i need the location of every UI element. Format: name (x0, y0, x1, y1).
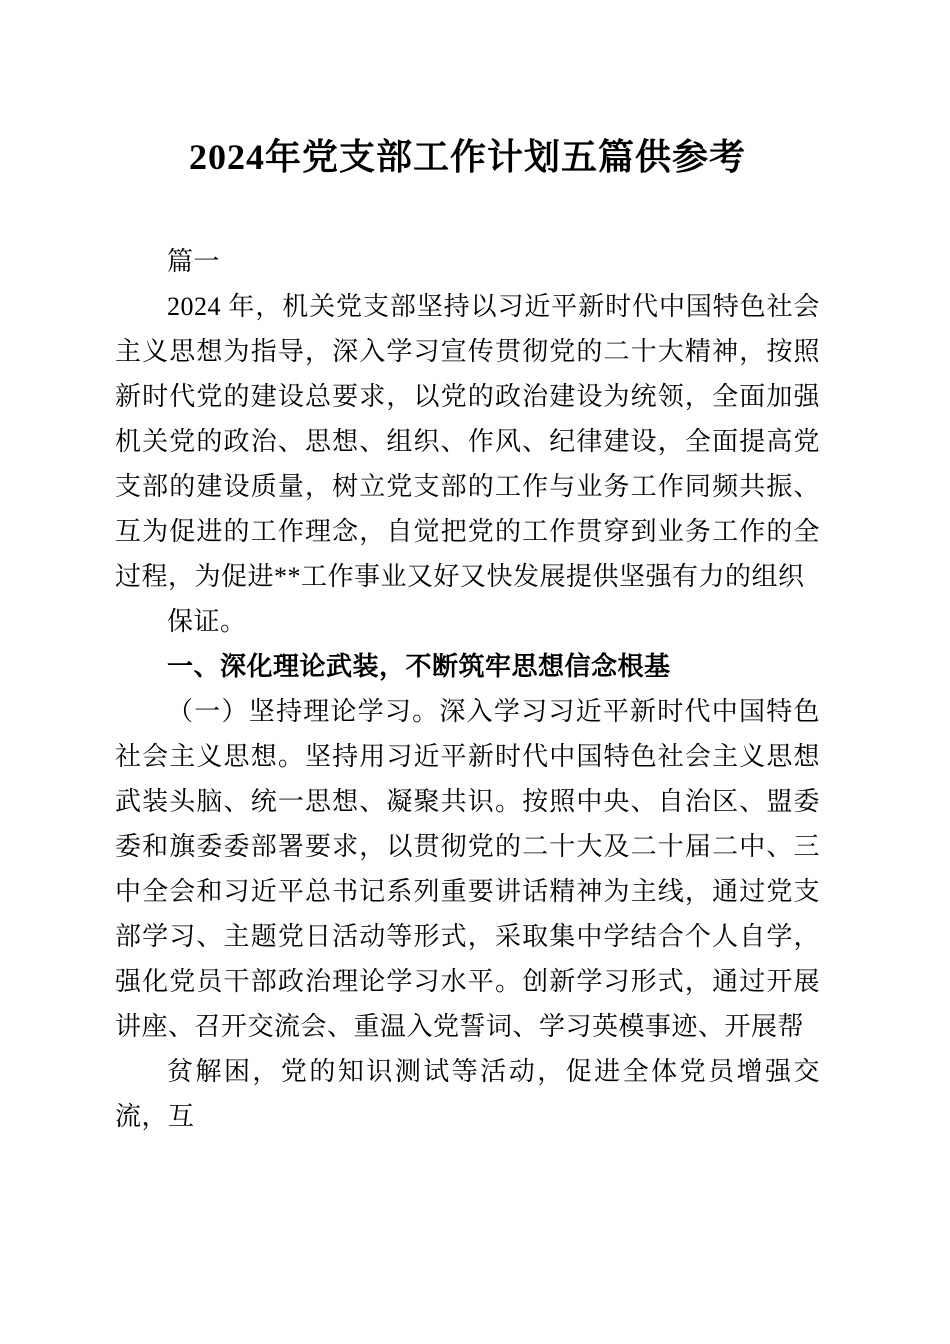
document-body (115, 239, 820, 1139)
part-label: 篇一 (167, 247, 221, 276)
section-heading: 一、深化理论武装，不断筑牢思想信念根基 (167, 651, 671, 681)
document-title: 2024年党支部工作计划五篇供参考 (188, 137, 746, 177)
paragraph-theory-study: （一）坚持理论学习。深入学习习近平新时代中国特色社会主义思想。坚持用习近平新时代中国特色社会主义思想武装头脑、统一思想、凝聚共识。按照中央、自治区、盟委委和旗委委部署要求，以贯彻党的二十大及二十届二中、三中全会和习近平总书记系列重要讲话精神为主线，通过党支部学习、主题党日活动等形式，采取集中学结合个人自学，强化党员干部政治理论学习水平。创新学习形式，通过开展讲座、召开交流会、重温入党誓词、学习英模事迹、开展帮 (115, 697, 820, 1041)
paragraph-intro-continuation: 保证。 (167, 607, 247, 636)
paragraph-theory-study-continuation: 贫解困，党的知识测试等活动，促进全体党员增强交流，互 (115, 1057, 820, 1131)
paragraph-intro: 2024 年，机关党支部坚持以习近平新时代中国特色社会主义思想为指导，深入学习宣传贯彻党的二十大精神，按照新时代党的建设总要求，以党的政治建设为统领，全面加强机关党的政治、思想、组织、作风、纪律建设，全面提高党支部的建设质量，树立党支部的工作与业务工作同频共振、互为促进的工作理念，自觉把党的工作贯穿到业务工作的全过程，为促进**工作事业又好又快发展提供坚强有力的组织 (115, 292, 820, 591)
